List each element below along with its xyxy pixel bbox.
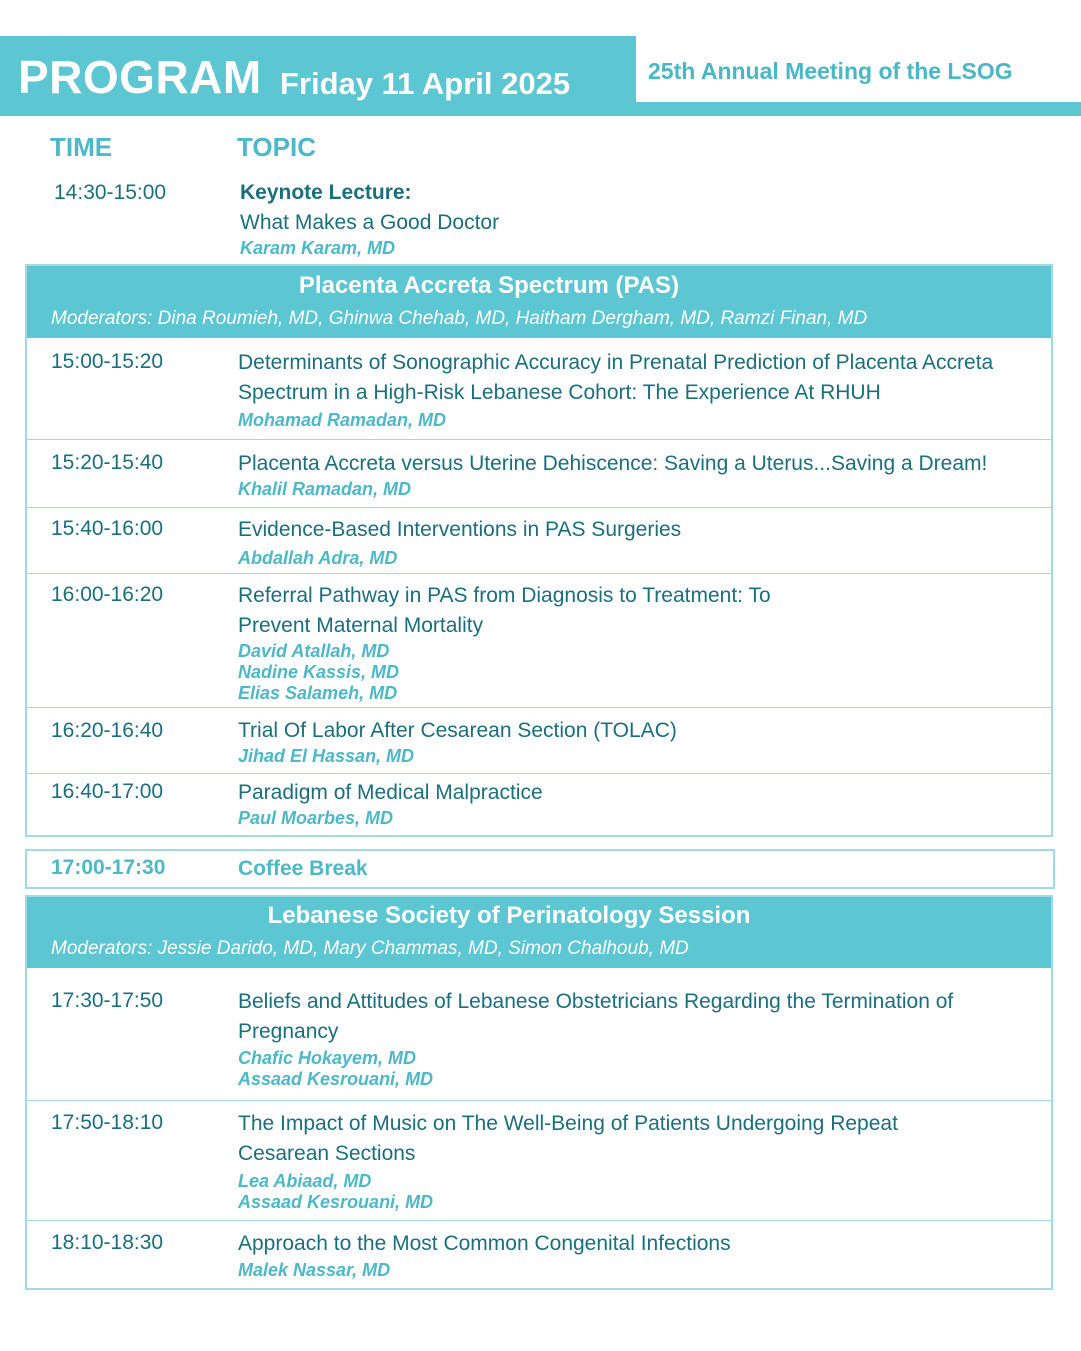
talk-speaker: Nadine Kassis, MD bbox=[238, 662, 400, 682]
talk-speaker: Assaad Kesrouani, MD bbox=[238, 1069, 434, 1089]
talk-title: The Impact of Music on The Well-Being of Patients Undergoing Repeat Cesarean Sections bbox=[238, 1112, 898, 1165]
talk-time: 15:40-16:00 bbox=[51, 517, 164, 540]
talk-time: 17:30-17:50 bbox=[51, 989, 164, 1012]
talk-row bbox=[27, 507, 1051, 574]
talk-time: 17:50-18:10 bbox=[51, 1111, 164, 1134]
talk-speaker: Khalil Ramadan, MD bbox=[238, 479, 412, 499]
talk-time: 15:20-15:40 bbox=[51, 451, 164, 474]
talk-title: Placenta Accreta versus Uterine Dehiscence: Saving a Uterus...Saving a Dream! bbox=[238, 452, 988, 475]
program-date: Friday 11 April 2025 bbox=[280, 66, 571, 101]
session-perinatology-moderators: Moderators: Jessie Darido, MD, Mary Chammas, MD, Simon Chalhoub, MD bbox=[51, 938, 689, 959]
program-title: PROGRAM bbox=[18, 51, 262, 103]
topic-column-heading: TOPIC bbox=[237, 132, 316, 162]
session-pas-title: Placenta Accreta Spectrum (PAS) bbox=[298, 272, 680, 299]
talk-speaker: Paul Moarbes, MD bbox=[238, 808, 394, 828]
talk-title: Paradigm of Medical Malpractice bbox=[238, 781, 543, 804]
time-column-heading: TIME bbox=[50, 132, 113, 162]
talk-title: Evidence-Based Interventions in PAS Surgeries bbox=[238, 518, 682, 541]
talk-speaker: Assaad Kesrouani, MD bbox=[238, 1192, 434, 1212]
talk-row bbox=[27, 573, 1051, 708]
keynote-title: What Makes a Good Doctor bbox=[240, 211, 500, 234]
talk-speaker: David Atallah, MD bbox=[238, 641, 390, 661]
talk-time: 18:10-18:30 bbox=[51, 1231, 164, 1254]
meeting-banner bbox=[636, 46, 1081, 116]
talk-speaker: Jihad El Hassan, MD bbox=[238, 746, 415, 766]
talk-speaker: Abdallah Adra, MD bbox=[238, 548, 398, 568]
session-perinatology-header bbox=[27, 897, 1051, 968]
talk-time: 15:00-15:20 bbox=[51, 350, 164, 373]
talk-time: 16:40-17:00 bbox=[51, 780, 164, 803]
talk-row bbox=[27, 1220, 1051, 1289]
talk-row bbox=[27, 439, 1051, 508]
talk-row bbox=[27, 338, 1051, 439]
keynote-time: 14:30-15:00 bbox=[54, 181, 167, 204]
keynote-label: Keynote Lecture: bbox=[240, 181, 412, 204]
session-pas-header bbox=[27, 266, 1051, 338]
coffee-break-row bbox=[25, 849, 1055, 889]
talk-title: Trial Of Labor After Cesarean Section (TOLAC) bbox=[238, 719, 677, 742]
talk-title: Beliefs and Attitudes of Lebanese Obstetricians Regarding the Termination of Pregnancy bbox=[238, 990, 954, 1043]
talk-title: Referral Pathway in PAS from Diagnosis to Treatment: To Prevent Maternal Mortality bbox=[238, 584, 771, 637]
talk-speaker: Mohamad Ramadan, MD bbox=[238, 410, 447, 430]
talk-row bbox=[27, 773, 1051, 836]
coffee-break-label: Coffee Break bbox=[238, 857, 368, 880]
talk-time: 16:00-16:20 bbox=[51, 583, 164, 606]
talk-title: Approach to the Most Common Congenital Infections bbox=[238, 1232, 731, 1255]
session-pas bbox=[25, 264, 1053, 837]
keynote-speaker: Karam Karam, MD bbox=[240, 238, 396, 258]
session-perinatology bbox=[25, 895, 1053, 1290]
talk-speaker: Malek Nassar, MD bbox=[238, 1260, 391, 1280]
talk-title: Determinants of Sonographic Accuracy in Prenatal Prediction of Placenta Accreta Spectrum in a High-Risk Lebanese Cohort: The Experience At RHUH bbox=[238, 351, 994, 404]
meeting-title: 25th Annual Meeting of the LSOG bbox=[648, 58, 1013, 84]
talk-speaker: Lea Abiaad, MD bbox=[238, 1171, 372, 1191]
talk-speaker: Elias Salameh, MD bbox=[238, 683, 398, 703]
session-pas-moderators: Moderators: Dina Roumieh, MD, Ghinwa Chehab, MD, Haitham Dergham, MD, Ramzi Finan, MD bbox=[51, 308, 868, 329]
talk-row bbox=[27, 968, 1051, 1100]
keynote-block bbox=[240, 178, 1040, 259]
header-banner bbox=[0, 36, 636, 116]
session-perinatology-title: Lebanese Society of Perinatology Session bbox=[267, 902, 751, 929]
talk-row bbox=[27, 1100, 1051, 1221]
talk-row bbox=[27, 707, 1051, 774]
talk-time: 16:20-16:40 bbox=[51, 719, 164, 742]
talk-speaker: Chafic Hokayem, MD bbox=[238, 1048, 417, 1068]
coffee-break-time: 17:00-17:30 bbox=[51, 856, 166, 879]
